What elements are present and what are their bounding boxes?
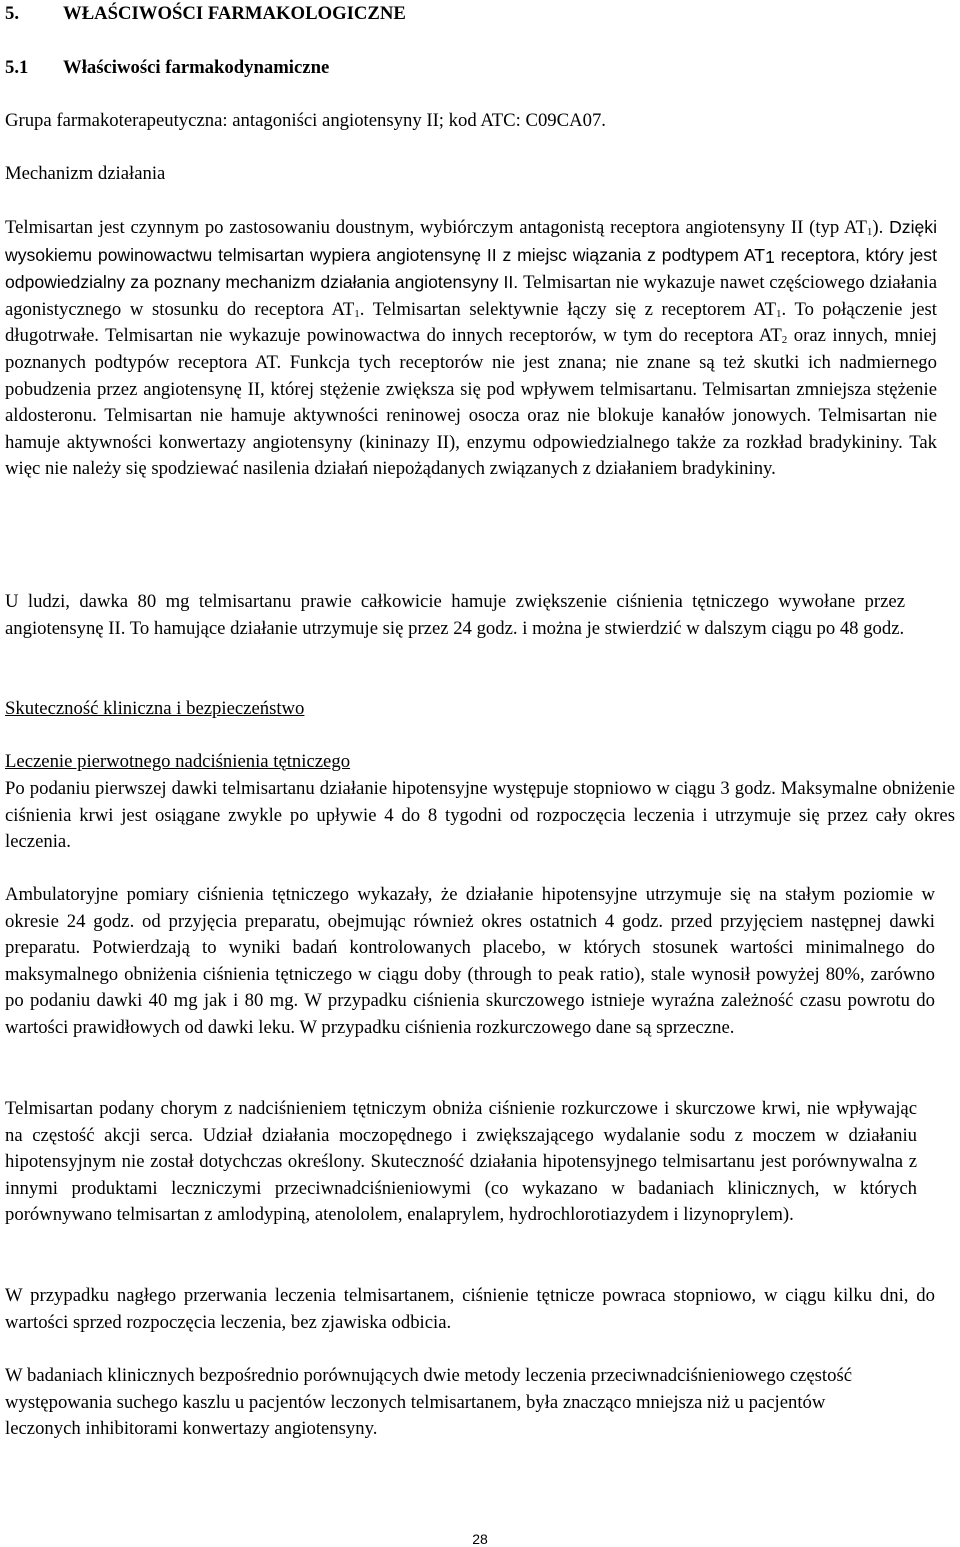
section-title: WŁAŚCIWOŚCI FARMAKOLOGICZNE [63,3,406,24]
cough-paragraph: W badaniach klinicznych bezpośrednio porównujących dwie metody leczenia przeciwnadciśnieniowego częstość występowania suchego kaszlu u pacjentów leczonych telmisartanem, była znacząco mniejsza niż u pacjentów leczonych inhibitorami konwertazy angiotensyny. [5,1365,853,1440]
p1-segment: oraz innych, mniej poznanych podtypów receptora AT. Funkcja tych receptorów nie jest znana; nie znane są też skutki ich nadmiernego pobudzenia przez angiotensynę II, której stężenie zwiększa się pod wpływem telmisartanu. Telmisartan zmniejsza stężenie aldosteronu. Telmisartan nie hamuje aktywności reninowej osocza oraz nie blokuje kanałów jonowych. Telmisartan nie hamuje aktywności konwertazy angiotensyny (kininazy II), enzymu odpowiedzialnego także za rozkład bradykininy. Tak więc nie należy się spodziewać nasilenia działań niepożądanych związanych z działaniem bradykininy. [5,325,938,480]
page-number: 28 [472,1531,488,1547]
heart-rate-paragraph: Telmisartan podany chorym z nadciśnieniem tętniczym obniża ciśnienie rozkurczowe i skurczowe krwi, nie wpływając na częstość akcji serca. Udział działania moczopędnego i zwiększającego wydalanie sodu z moczem w działaniu hipotensyjnym nie został dotychczas określony. Skuteczność działania hipotensyjnego telmisartanu jest porównywalna z innymi produktami leczniczymi przeciwnadciśnieniowymi (co wykazano w badaniach klinicznych, w których porównywano telmisartan z amlodypiną, atenololem, enalaprylem, hydrochlorotiazydem i lizynoprylem). [5,1098,917,1226]
ambulatory-paragraph: Ambulatoryjne pomiary ciśnienia tętniczego wykazały, że działanie hipotensyjne utrzymuje się na stałym poziomie w okresie 24 godz. od przyjęcia preparatu, obejmując również okres ostatnich 4 godz. przed przyjęciem następnej dawki preparatu. Potwierdzają to wyniki badań kontrolowanych placebo, w których stosunek wartości minimalnego do maksymalnego obniżenia ciśnienia tętniczego w ciągu doby (through to peak ratio), stale wynosił powyżej 80%, zarówno po podaniu dawki 40 mg jak i 80 mg. W przypadku ciśnienia skurczowego istnieje wyraźna zależność czasu powrotu do wartości prawidłowych od dawki leku. W przypadku ciśnienia rozkurczowego dane są sprzeczne. [5,884,935,1038]
efficacy-heading: Skuteczność kliniczna i bezpieczeństwo [5,698,305,719]
hypertension-heading: Leczenie pierwotnego nadciśnienia tętniczego [5,751,351,772]
onset-paragraph: Po podaniu pierwszej dawki telmisartanu działanie hipotensyjne występuje stopniowo w ciągu 3 godz. Maksymalne obniżenie ciśnienia krwi jest osiągane zwykle po upływie 4 do 8 tygodni od rozpoczęcia leczenia i utrzymuje się przez cały okres leczenia. [5,778,955,853]
section-number: 5. [5,3,20,24]
section-heading [5,1,406,28]
mechanism-heading: Mechanizm działania [5,163,166,184]
dose-paragraph: U ludzi, dawka 80 mg telmisartanu prawie całkowicie hamuje zwiększenie ciśnienia tętniczego wywołane przez angiotensynę II. To hamujące działanie utrzymuje się przez 24 godz. i można je stwierdzić w dalszym ciągu po 48 godz. [5,591,905,639]
atc-line: Grupa farmakoterapeutyczna: antagoniści angiotensyny II; kod ATC: C09CA07. [5,110,606,131]
p1-segment: Telmisartan nie wykazuje nawet częściowego działania agonistycznego w stosunku do receptora AT [5,272,937,320]
subscript: 2 [781,334,788,347]
p1-segment: Dzięki wysokiemu powinowactwu telmisartan wypiera angiotensynę II z miejsc wiązania z podtypem AT [5,217,937,265]
subscript: 1 [354,307,360,320]
p1-segment: . Telmisartan selektywnie łączy się z receptorem AT [359,298,776,320]
subsection-heading [5,55,329,82]
subscript: 1 [776,307,782,320]
withdrawal-paragraph: W przypadku nagłego przerwania leczenia telmisartanem, ciśnienie tętnicze powraca stopniowo, w ciągu kilku dni, do wartości sprzed rozpoczęcia leczenia, bez zjawiska odbicia. [5,1285,935,1333]
subsection-title: Właściwości farmakodynamiczne [63,57,330,78]
subscript: 1 [866,226,873,238]
p1-segment: Telmisartan jest czynnym po zastosowaniu doustnym, wybiórczym antagonistą receptora angiotensyny II (typ AT [5,217,867,238]
p1-segment: ). [872,217,890,238]
subsection-number: 5.1 [5,57,29,78]
p1-segment: receptora, który jest odpowiedzialny za poznany mechanizm działania angiotensyny II. [5,244,937,293]
mechanism-paragraph [5,214,937,483]
p1-segment: . To połączenie jest długotrwałe. Telmisartan nie wykazuje powinowactwa do innych receptorów, w tym do receptora AT [5,298,937,347]
subscript: 1 [765,246,775,267]
